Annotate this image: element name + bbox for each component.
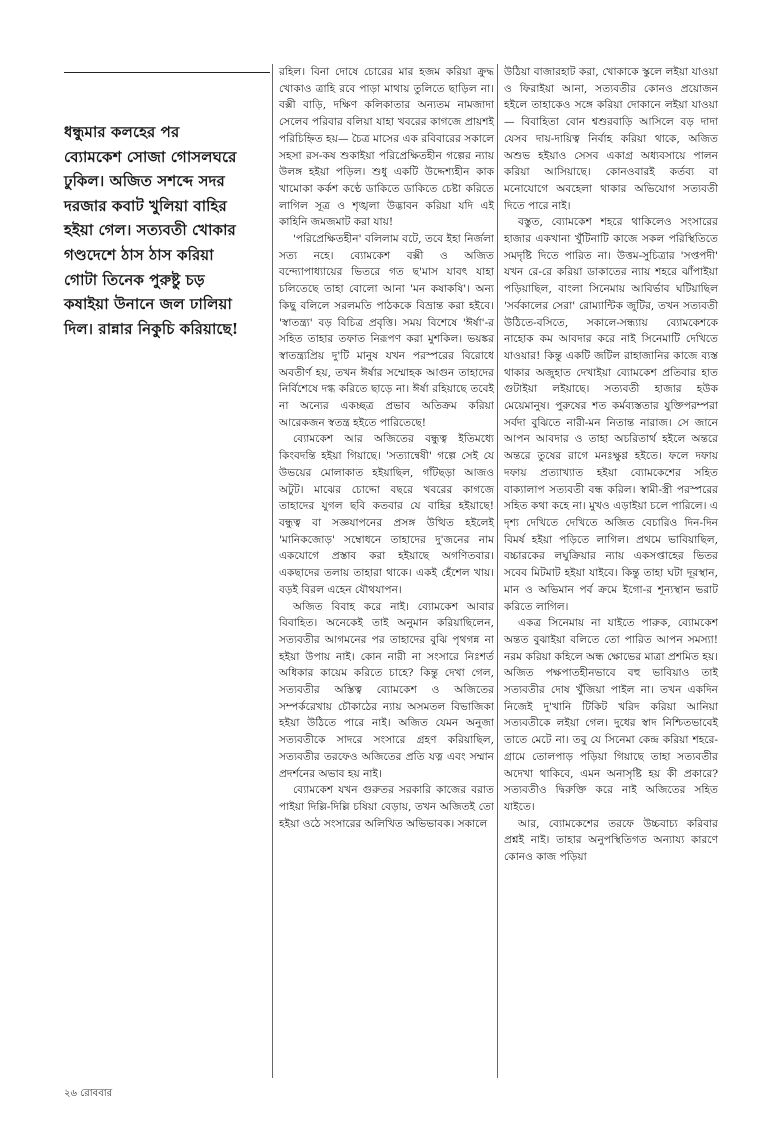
paragraph: ব্যোমকেশ যখন গুরুতর সরকারি কাজের বরাত পাইয়া দিল্লি-দিল্লি চষিয়া বেড়ায়, তখন অজিতই তো হইয়া ওঠে সংসারের অলিখিত অভিভাবক। সকালে (279, 784, 494, 830)
pull-quote-rule (64, 72, 270, 73)
paragraph: বস্তুত, ব্যোমকেশ শহরে থাকিলেও সংসারের হাজার একখানা খুঁটিনাটি কাজে সকল পরিস্থিতিতে সমদৃষ্টি দিতে পারিত না। উত্তম-সুচিত্রার 'সপ্তপদী' যখন রে-রে করিয়া ডাকাতের ন্যায় শহরে ঝাঁপাইয়া পড়িয়াছিল, বাংলা সিনেমায় আবির্ভাব ঘটিয়াছিল 'সর্বকালের সেরা' রোম্যান্টিক জুটির, তখন সত্যবতী উঠিতে-বসিতে, সকালে-সন্ধ্যায় ব্যোমকেশকে নাহোক কম আবদার করে নাই সিনেমাটি দেখিতে যাওয়ার! কিন্তু একটি জটিল রাহাজানির কাজে ব্যস্ত থাকার অজুহাত দেখাইয়া ব্যোমকেশ প্রতিবার হাত গুটাইয়া লইয়াছে। সত্যবতী হাজার হউক মেয়েমানুষ। পুরুষের শত কর্মব্যস্ততার যুক্তিপরম্পরা সর্বদা বুঝিতে নারী-মন নিতান্ত নারাজ। সে জানে আপন আবদার ও তাহা অচরিতার্থ হইলে অন্তরে অন্তরে তুষের রাগে মনঃক্ষুণ্ণ হইতে। ফলে দফায় দফায় প্রত্যাখ্যাত হইয়া ব্যোমকেশের সহিত বাক্যালাপ সত্যবতী বন্ধ করিল। স্বামী-স্ত্রী পরস্পরের সহিত কথা কহে না। মুখও এড়াইয়া চলে পারিলে। এ দৃশ্য দেখিতে দেখিতে অজিত বেচারিও দিন-দিন বিমর্ষ হইয়া পড়িতে লাগিল। প্রথমে ভাবিয়াছিল, বচ্চারকের লঘুক্রিয়ার ন্যায় একসপ্তাহের ভিতর সবেব মিটমাট হইয়া যাইবে। কিন্তু তাহা ঘটা দূরস্থান, মান ও অভিমান পর্ব ক্রমে ইগো-র শূন্যস্থান ভরাট করিতে লাগিল। (504, 216, 718, 613)
page-footer: ২৬ রোববার (64, 1088, 113, 1099)
article-column-1 (279, 64, 494, 1079)
column-divider (497, 64, 498, 1078)
pull-quote: ধন্ধুমার কলহের পর ব্যোমকেশ সোজা গোসলঘরে ঢুকিল। অজিত সশব্দে সদর দরজার কবাট খুলিয়া বাহির হইয়া গেল। সত্যবতী খোকার গণ্ডদেশে ঠাস ঠাস করিয়া গোটা তিনেক পুরুষ্টু চড় কষাইয়া উনানে জল ঢালিয়া দিল। রান্নার নিকুচি করিয়াছে! (64, 123, 239, 338)
paragraph: 'পরিপ্রেক্ষিতহীন' বলিলাম বটে, তবে ইহা নির্জলা সত্য নহে। ব্যোমকেশ বক্সী ও অজিত বন্দ্যোপাধ্যায়ের ভিতরে গত ছ'মাস যাবৎ যাহা চলিতেছে তাহা বোলো আনা 'মন কষাকষি'। অন্য কিছু বলিলে সরলমতি পাঠককে বিভ্রান্ত করা হইবে। 'স্বাতন্ত্র্য' বড় বিচিত্র প্রবৃত্তি। সময় বিশেষে 'ঈর্ষা'-র সহিত তাহার তফাত নিরূপণ করা মুশকিল। ভয়ঙ্কর স্বাতন্ত্র্যপ্রিয় দু'টি মানুষ যখন পরস্পরের বিরোধে অবতীর্ণ হয়, তখন ঈর্ষার সম্মোহক আগুন তাহাদের নির্বিশেষে দগ্ধ করিতে ছাড়ে না। ঈর্ষা রহিয়াছে তবেই না অন্যের একচ্ছত্র প্রভাব অতিক্রম করিয়া আরেকজন স্বতন্ত্র হইতে পারিতেছে! (279, 233, 494, 429)
paragraph: অজিত বিবাহ করে নাই। ব্যোমকেশ আবার বিবাহিত। অনেকেই তাই অনুমান করিয়াছিলেন, সত্যবতীর আগমনের পর তাহাদের বুঝি পৃথগন্ন না হইয়া উপায় নাই। কোন নারী না সংসারে নিঃশর্ত অধিকার কায়েম করিতে চাহে? কিন্তু দেখা গেল, সত্যবতীর অস্তিত্ব ব্যোমকেশ ও অজিতের সম্পর্করেখায় চৌকাঠের ন্যায় অসমতল বিভাজিকা হইয়া উঠিতে পারে নাই। অজিত যেমন অনুজা সত্যবতীকে সাদরে সংসারে গ্রহণ করিয়াছিল, সত্যবতীর তরফেও অজিতের প্রতি যত্ন এবং সম্মান প্রদর্শনের অভাব হয় নাই। (279, 600, 494, 780)
paragraph: ব্যোমকেশ আর অজিতের বন্ধুত্ব ইতিমধ্যে কিংবদন্তি হইয়া গিয়াছে। 'সত্যান্বেষী' গল্পে সেই যে উভয়ের মোলাকাত হইয়াছিল, গাঁটছড়া আজও অটুট। মাঝের চোদ্দো বছরে খবরের কাগজে তাহাদের যুগল ছবি কতবার যে বাহির হইয়াছে! বন্ধুত্ব বা সজ্ঞযাপনের প্রসঙ্গ উত্থিত হইলেই 'মানিকজোড়' সম্বোধনে তাহাদের দু'জনের নাম একযোগে প্রস্তাব করা হইয়াছে অগণিতবার। একছাদের তলায় তাহারা থাকে। একই হেঁশেল খায়। বড়ই বিরল এহেন যৌথযাপন। (279, 433, 494, 596)
paragraph: আর, ব্যোমকেশের তরফে উচ্চবাচ্য করিবার প্রশ্নই নাই। তাহার অনুপস্থিতিগত অন্যায্য কারণে কোনও কাজ পড়িয়া (504, 817, 718, 864)
paragraph: একত্র সিনেমায় না যাইতে পারুক, ব্যোমকেশ অন্তত বুঝাইয়া বলিতে তো পারিত আপন সমস্যা! নরম করিয়া কহিলে অন্ধ ক্ষোভের মাত্রা প্রশমিত হয়। অজিত পক্ষপাতহীনভাবে বহু ভাবিয়াও তাই সত্যবতীর দোষ খুঁজিয়া পাইল না। তখন একদিন নিজেই দু'খানি টিকিট খরিদ করিয়া আনিয়া সত্যবতীকে লইয়া গেল। দুধের স্বাদ নিশ্চিতভাবেই তাতে মেটে না। তবু যে সিনেমা কেন্দ্র করিয়া শহরে-গ্রামে তোলপাড় পড়িয়া গিয়াছে তাহা সত্যবতীর অদেখা থাকিবে, এমন অনাসৃষ্টি হয় কী প্রকারে? সত্যবতীও দ্বিরুক্তি করে নাই অজিতের সহিত যাইতে। (504, 617, 718, 813)
paragraph: উঠিয়া বাজারহাট করা, খোকাকে স্কুলে লইয়া যাওয়া ও ফিরাইয়া আনা, সত্যবতীর কোনও প্রয়োজন হইলে তাহাকেও সঙ্গে করিয়া দোকানে লইয়া যাওয়া— বিবাহিতা বোন শ্বশুরবাড়ি আসিলে বড় দাদা যেসব দায়-দায়িত্ব নির্বাহ করিয়া থাকে, অজিত অশুভ হইয়াও সেসব একাগ্র অধ্যবসায়ে পালন করিয়া আসিয়াছে। কোনওবারই কর্তব্য বা মনোযোগে অবহেলা থাকার অভিযোগ সত্যবতী দিতে পারে নাই। (504, 66, 718, 212)
article-column-2 (504, 64, 718, 1079)
paragraph: রহিল। বিনা দোষে চোরের মার হজম করিয়া ক্রুদ্ধ খোকাও ত্রাহি রবে পাড়া মাথায় তুলিতে ছাড়িল না। বক্সী বাড়ি, দক্ষিণ কলিকাতার অন্যতম নামজাদা সেলেব পরিবার বলিয়া যাহা খবরের কাগজে প্রায়শই পরিচিহ্নিত হয়— চৈত্র মাসের এক রবিবারের সকালে সহসা রস-কষ শুকাইয়া পরিপ্রেক্ষিতহীন গল্পের ন্যায় উলঙ্গ হইয়া পড়িল। শুধু একটি উদ্দেশ্যহীন কাক খামোকা কর্কশ কণ্ঠে ডাকিতে ডাকিতে চেষ্টা করিতে লাগিল সূত্র ও শৃঙ্খলা উদ্ভাবন করিয়া যদি এই কাহিনি জমজমাট করা যায়! (279, 66, 494, 229)
column-divider (272, 64, 273, 1078)
